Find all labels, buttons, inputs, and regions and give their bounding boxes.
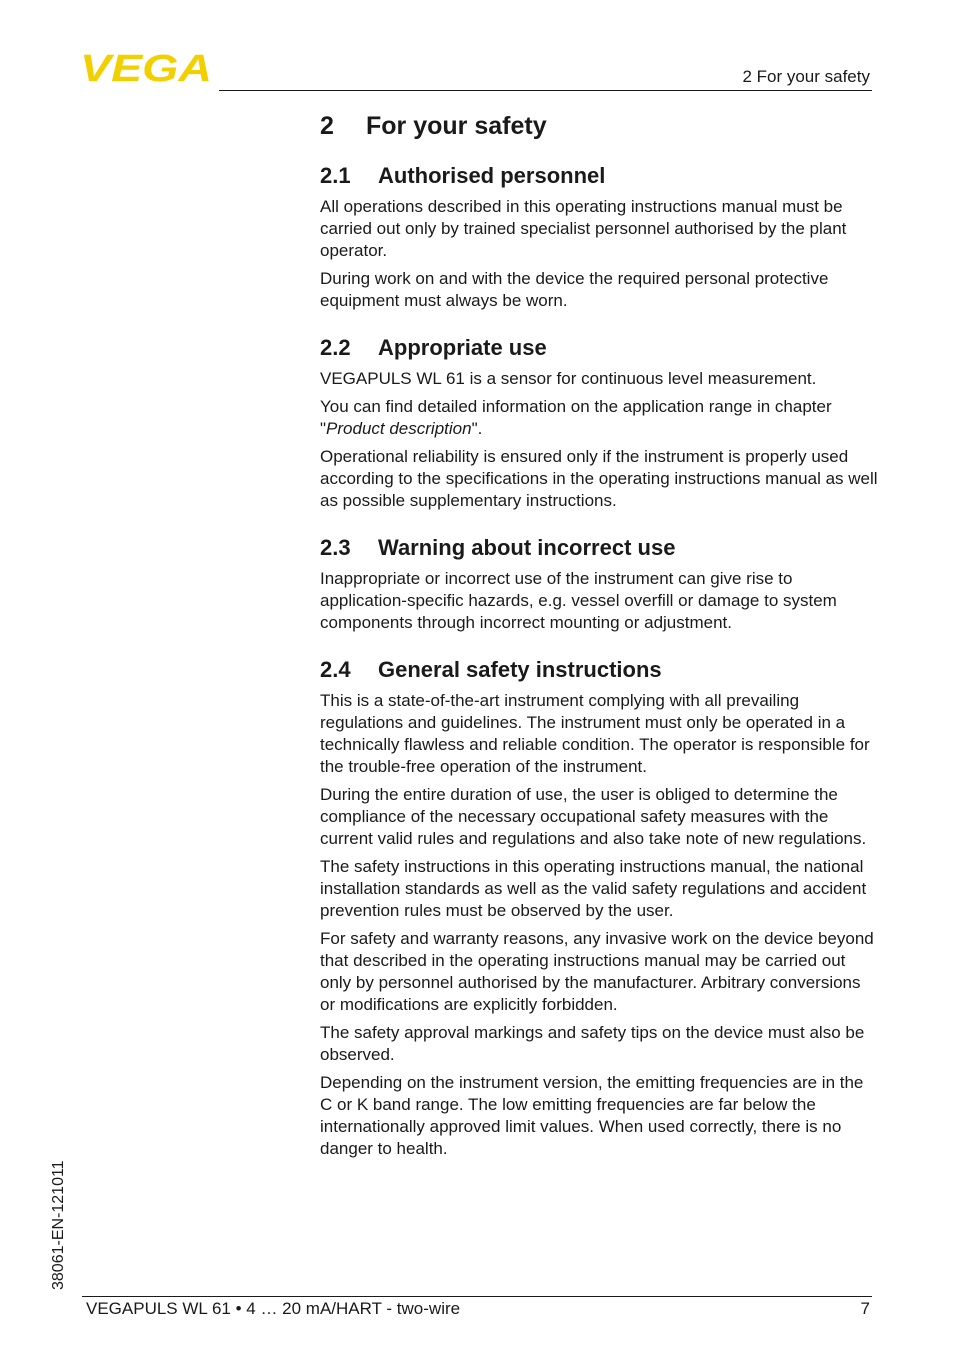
section-heading <box>320 656 880 684</box>
paragraph: Operational reliability is ensured only if the instrument is properly used according to the specifications in the operating instructions manual as well as possible supplementary instructions. <box>320 447 878 510</box>
footer-product: VEGAPULS WL 61 • 4 … 20 mA/HART - two-wire <box>86 1299 461 1318</box>
section-heading <box>320 534 880 562</box>
header-divider <box>219 90 872 91</box>
paragraph-with-reference <box>320 396 880 440</box>
footer-divider <box>82 1296 872 1297</box>
main-content <box>320 110 880 1166</box>
section-authorised-personnel <box>320 162 880 312</box>
paragraph: Inappropriate or incorrect use of the instrument can give rise to application-specific hazards, e.g. vessel overfill or damage to system components through incorrect mounting or adjustment. <box>320 569 837 632</box>
section-heading <box>320 334 880 362</box>
paragraph: The safety instructions in this operating instructions manual, the national installation standards as well as the valid safety regulations and accident prevention rules must be observed by the user. <box>320 857 867 920</box>
section-warning-incorrect-use <box>320 534 880 634</box>
chapter-reference: Product description <box>326 419 472 438</box>
page-number: 7 <box>860 1299 870 1318</box>
section-general-safety <box>320 656 880 1160</box>
section-appropriate-use <box>320 334 880 512</box>
chapter-number: 2 <box>320 112 334 140</box>
paragraph: During work on and with the device the required personal protective equipment must always be worn. <box>320 269 829 310</box>
section-heading <box>320 162 880 190</box>
paragraph: The safety approval markings and safety tips on the device must also be observed. <box>320 1023 865 1064</box>
logo-lettering: VEGA <box>80 50 212 84</box>
running-header: 2 For your safety <box>742 67 870 86</box>
vega-logo <box>80 50 212 84</box>
document-code: 38061-EN-121011 <box>50 1160 67 1290</box>
section-number: 2.2 <box>320 335 351 360</box>
section-title: Authorised personnel <box>378 163 606 188</box>
section-number: 2.4 <box>320 657 351 682</box>
paragraph-text: You can find detailed information on the application range in chapter " <box>320 397 832 438</box>
section-title: Warning about incorrect use <box>378 535 676 560</box>
chapter-heading <box>320 110 880 142</box>
paragraph: VEGAPULS WL 61 is a sensor for continuous level measurement. <box>320 369 817 388</box>
paragraph: All operations described in this operating instructions manual must be carried out only by trained specialist personnel authorised by the plant operator. <box>320 197 847 260</box>
paragraph-text: ". <box>471 419 483 438</box>
paragraph: Depending on the instrument version, the emitting frequencies are in the C or K band range. The low emitting frequencies are far below the internationally approved limit values. When used correctly, there is no danger to health. <box>320 1073 864 1158</box>
paragraph: During the entire duration of use, the user is obliged to determine the compliance of the necessary occupational safety measures with the current valid rules and regulations and also take note of new regulations. <box>320 785 867 848</box>
chapter-title: For your safety <box>366 112 547 140</box>
section-number: 2.3 <box>320 535 351 560</box>
section-title: Appropriate use <box>378 335 547 360</box>
section-title: General safety instructions <box>378 657 662 682</box>
paragraph: For safety and warranty reasons, any invasive work on the device beyond that described in the operating instructions manual may be carried out only by personnel authorised by the manufacturer. Arbitrary conversions or modifications are explicitly forbidden. <box>320 929 874 1014</box>
section-number: 2.1 <box>320 163 351 188</box>
paragraph: This is a state-of-the-art instrument complying with all prevailing regulations and guidelines. The instrument must only be operated in a technically flawless and reliable condition. The operator is responsible for the trouble-free operation of the instrument. <box>320 691 870 776</box>
